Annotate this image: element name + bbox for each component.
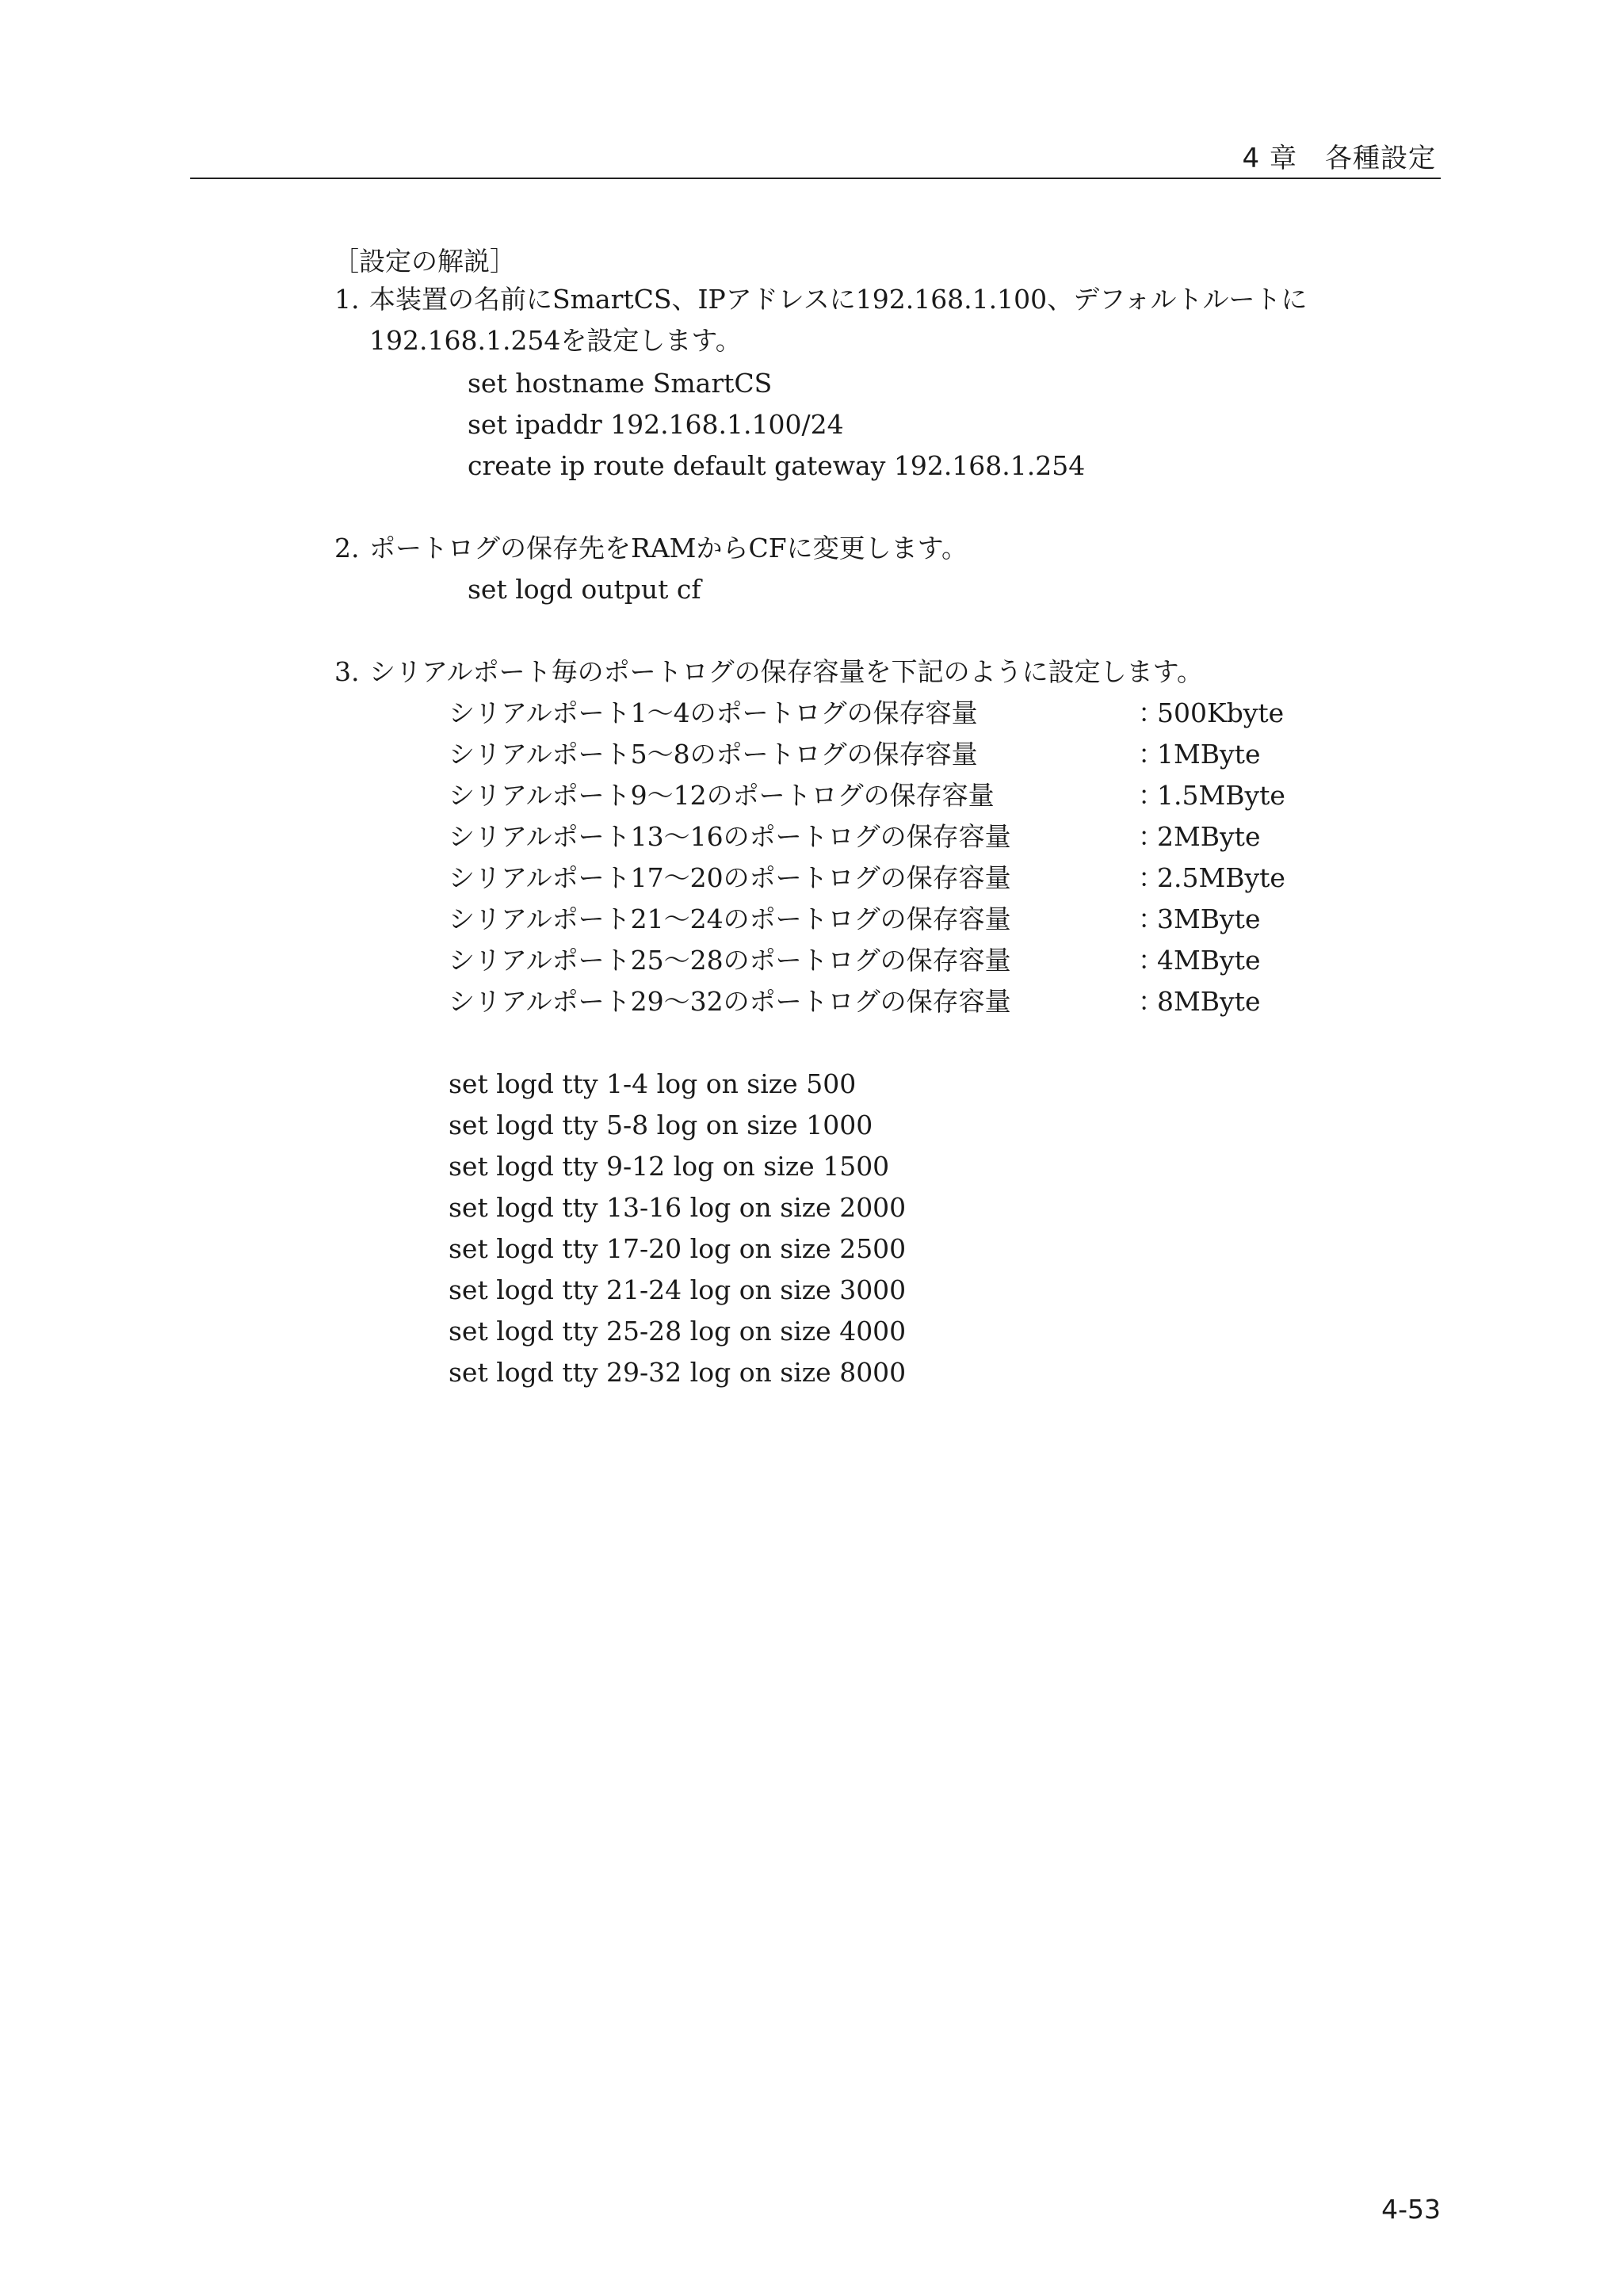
capacity-row [449, 780, 1304, 812]
item-text: ポートログの保存先をRAMからCFに変更します。 [369, 533, 968, 563]
section-heading: ［設定の解説］ [333, 246, 516, 277]
capacity-value: 500Kbyte [1157, 697, 1285, 728]
command-line: set logd tty 9-12 log on size 1500 [449, 1151, 890, 1182]
capacity-row [449, 821, 1304, 853]
capacity-label: シリアルポート25～28のポートログの保存容量 [449, 945, 1011, 976]
capacity-row [449, 986, 1304, 1018]
chapter-title: 4 章 各種設定 [1242, 143, 1436, 174]
capacity-row [449, 904, 1304, 935]
command-line: set hostname SmartCS [468, 368, 773, 399]
capacity-value: 1MByte [1157, 739, 1261, 770]
command-line: set logd output cf [468, 574, 701, 605]
item-text: シリアルポート毎のポートログの保存容量を下記のように設定します。 [369, 656, 1204, 687]
page-number: 4-53 [1381, 2194, 1441, 2225]
colon: ： [1138, 697, 1164, 728]
item-number: 2. [334, 533, 360, 563]
capacity-row [449, 945, 1304, 976]
colon: ： [1138, 945, 1164, 976]
capacity-value: 1.5MByte [1157, 780, 1285, 811]
capacity-label: シリアルポート5～8のポートログの保存容量 [449, 739, 978, 770]
item-number: 3. [334, 656, 360, 687]
command-line: set logd tty 5-8 log on size 1000 [449, 1110, 873, 1140]
item-text: 192.168.1.254を設定します。 [369, 325, 742, 356]
item-text: 本装置の名前にSmartCS、IPアドレスに192.168.1.100、デフォルトルートに [369, 284, 1308, 315]
item-number: 1. [334, 284, 360, 315]
capacity-label: シリアルポート17～20のポートログの保存容量 [449, 862, 1011, 893]
capacity-label: シリアルポート1～4のポートログの保存容量 [449, 697, 978, 728]
colon: ： [1138, 862, 1164, 893]
capacity-row [449, 697, 1304, 729]
command-line: create ip route default gateway 192.168.1.254 [468, 450, 1086, 481]
command-line: set logd tty 13-16 log on size 2000 [449, 1192, 907, 1223]
command-line: set logd tty 21-24 log on size 3000 [449, 1274, 907, 1305]
capacity-value: 8MByte [1157, 986, 1261, 1017]
capacity-value: 2MByte [1157, 821, 1261, 852]
command-line: set ipaddr 192.168.1.100/24 [468, 409, 844, 440]
command-line: set logd tty 25-28 log on size 4000 [449, 1316, 907, 1347]
colon: ： [1138, 986, 1164, 1017]
page-header [190, 136, 1441, 179]
capacity-label: シリアルポート9～12のポートログの保存容量 [449, 780, 995, 811]
command-line: set logd tty 29-32 log on size 8000 [449, 1357, 907, 1388]
command-line: set logd tty 17-20 log on size 2500 [449, 1233, 907, 1264]
capacity-row [449, 862, 1304, 894]
capacity-row [449, 739, 1304, 770]
capacity-label: シリアルポート21～24のポートログの保存容量 [449, 904, 1011, 934]
capacity-value: 3MByte [1157, 904, 1261, 934]
colon: ： [1138, 821, 1164, 852]
colon: ： [1138, 739, 1164, 770]
capacity-value: 4MByte [1157, 945, 1261, 976]
capacity-label: シリアルポート13～16のポートログの保存容量 [449, 821, 1011, 852]
capacity-value: 2.5MByte [1157, 862, 1285, 893]
colon: ： [1138, 904, 1164, 934]
command-line: set logd tty 1-4 log on size 500 [449, 1068, 857, 1099]
capacity-label: シリアルポート29～32のポートログの保存容量 [449, 986, 1011, 1017]
colon: ： [1138, 780, 1164, 811]
